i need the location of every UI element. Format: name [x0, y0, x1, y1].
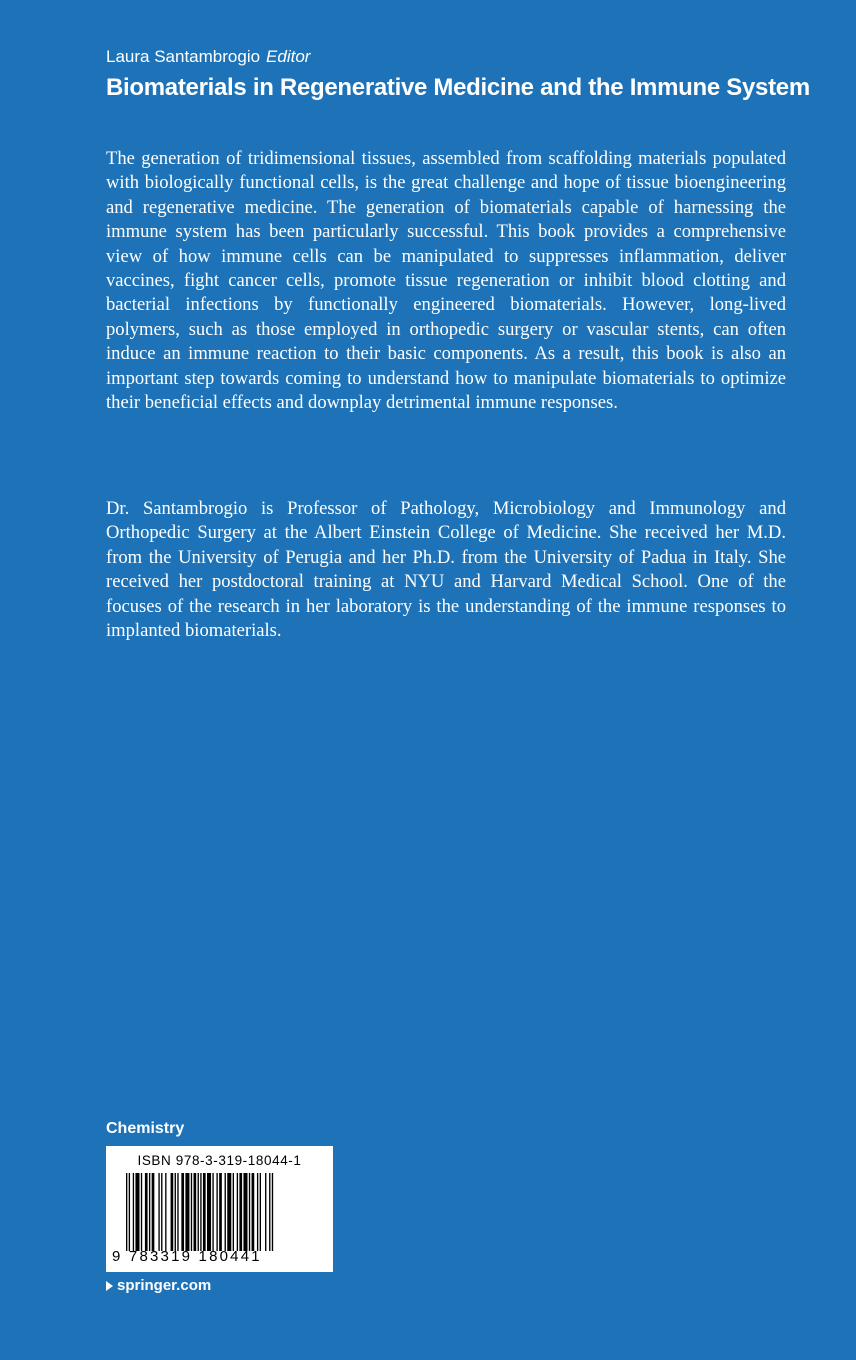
isbn-label: ISBN 978-3-319-18044-1 — [137, 1153, 302, 1168]
author-role: Editor — [266, 47, 311, 66]
publisher-link-label: springer.com — [117, 1277, 212, 1294]
barcode-panel — [106, 1146, 333, 1272]
barcode-icon — [126, 1173, 312, 1251]
barcode-digits: 9 783319 180441 — [112, 1248, 262, 1265]
author-bio: Dr. Santambrogio is Professor of Pathology, Microbiology and Immunology and Orthopedic Surgery at the Albert Einstein College of Medicine. She received her M.D. from the University of Perugia and her Ph.D. from the University of Padua in Italy. She received her postdoctoral training at NYU and Harvard Medical School. One of the focuses of the research in her laboratory is the understanding of the immune responses to implanted biomaterials. — [106, 498, 786, 642]
subject-category: Chemistry — [106, 1120, 185, 1137]
author-name: Laura Santambrogio — [106, 47, 261, 66]
arrow-right-icon — [106, 1281, 113, 1291]
book-description: The generation of tridimensional tissues, assembled from scaffolding materials populated with biologically functional cells, is the great challenge and hope of tissue bioengineering and regenerative medicine. The generation of biomaterials capable of harnessing the immune system has been particularly successful. This book provides a comprehensive view of how immune cells can be manipulated to suppresses inflammation, deliver vaccines, fight cancer cells, promote tissue regeneration or inhibit blood clotting and bacterial infections by functionally engineered biomaterials. However, long-lived polymers, such as those employed in orthopedic surgery or vascular stents, can often induce an immune reaction to their basic components. As a result, this book is also an important step towards coming to understand how to manipulate biomaterials to optimize their beneficial effects and downplay detrimental immune responses. — [106, 148, 786, 414]
author-line — [106, 46, 310, 68]
publisher-link[interactable] — [106, 1276, 211, 1296]
book-title: Biomaterials in Regenerative Medicine and the Immune System — [106, 74, 810, 101]
